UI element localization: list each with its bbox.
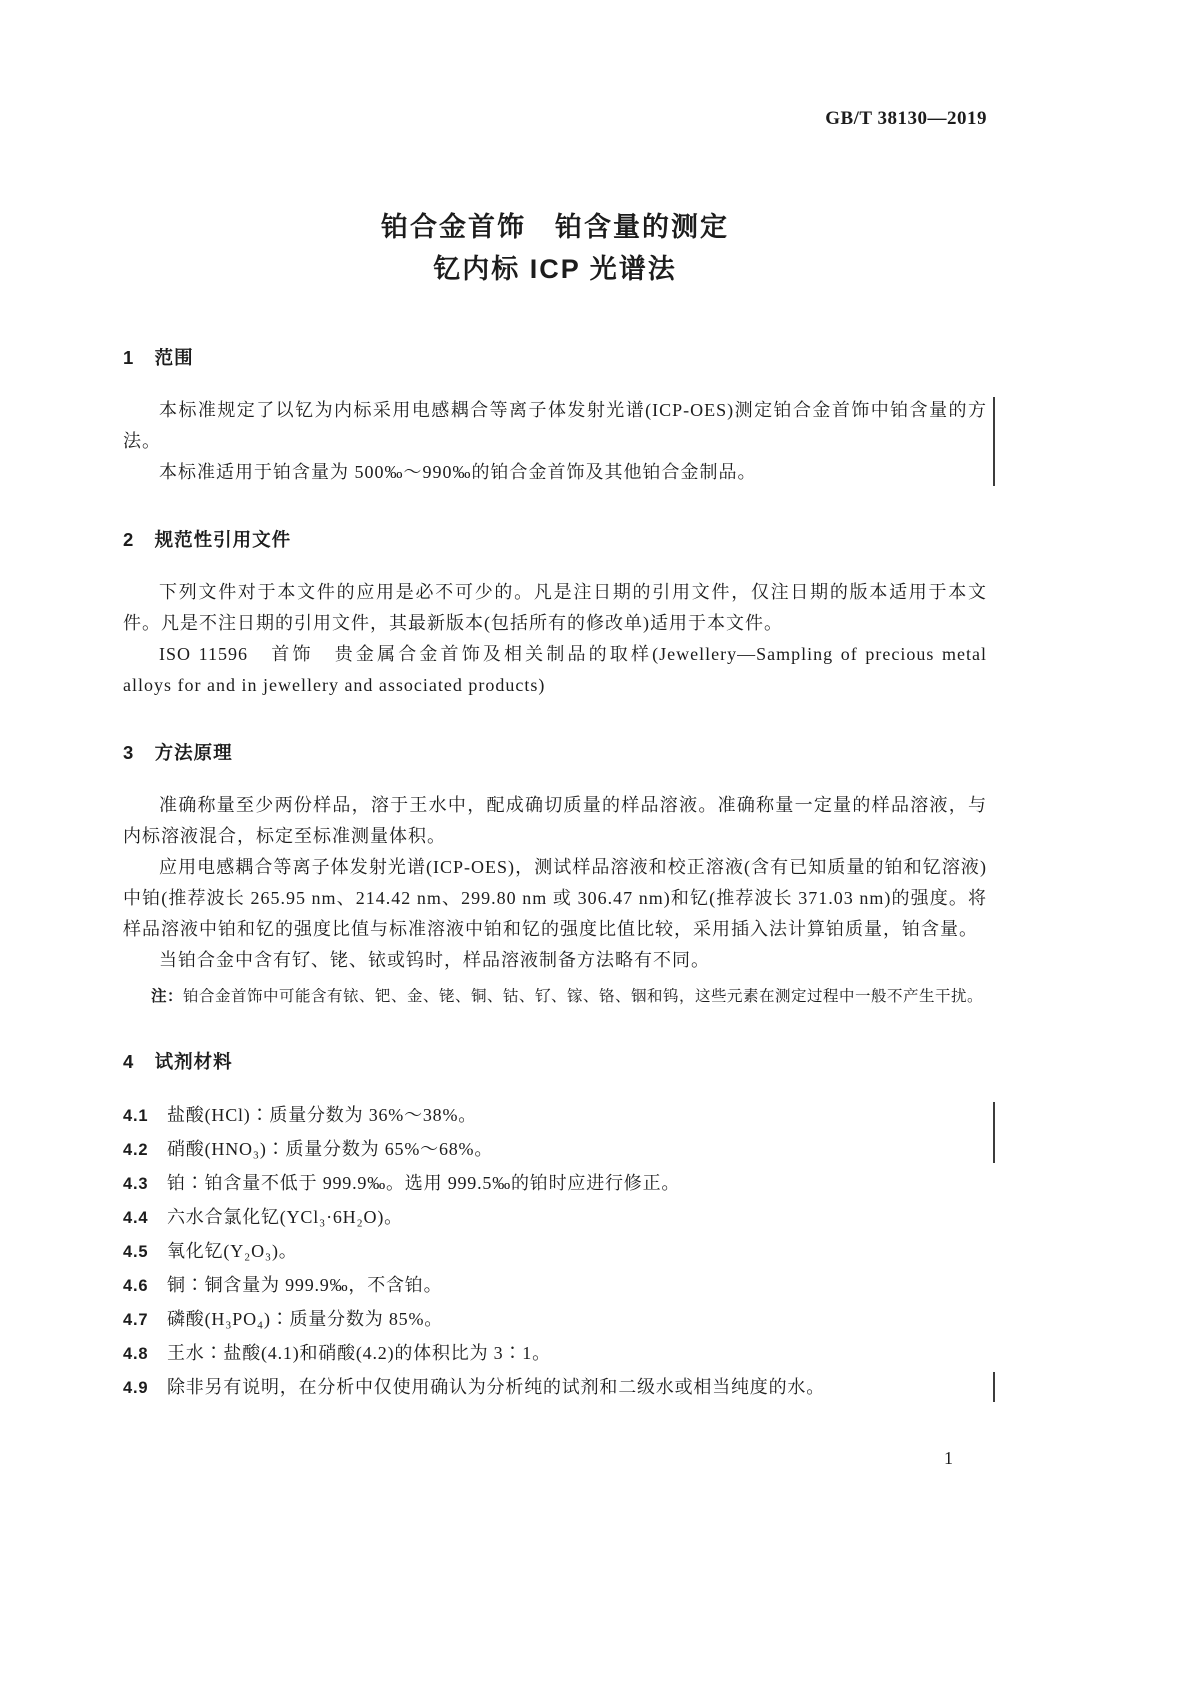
section-title: 范围	[154, 347, 194, 368]
clause-number: 4.7	[123, 1311, 149, 1329]
section-heading	[123, 528, 987, 552]
clause-item	[123, 1337, 987, 1371]
clause-text: 盐酸(HCl)∶质量分数为 36%～38%。	[167, 1105, 478, 1125]
paragraph: 准确称量至少两份样品，溶于王水中，配成确切质量的样品溶液。准确称量一定量的样品溶液，与内标溶液混合，标定至标准测量体积。	[123, 795, 987, 846]
clause-item	[123, 1167, 987, 1201]
paragraph: ISO 11596 首饰 贵金属合金首饰及相关制品的取样(Jewellery—Sampling of precious metal alloys for and in jewellery and associated products)	[123, 644, 987, 695]
clause-text: 除非另有说明，在分析中仅使用确认为分析纯的试剂和二级水或相当纯度的水。	[167, 1377, 825, 1397]
section-heading	[123, 741, 987, 765]
clause-text: 六水合氯化钇(YCl₃·6H₂O)。	[167, 1207, 403, 1227]
paragraph: 本标准适用于铂含量为 500‰～990‰的铂合金首饰及其他铂合金制品。	[159, 462, 757, 482]
clause-item	[123, 1099, 987, 1133]
clause-number: 4.8	[123, 1345, 149, 1363]
clause-item	[123, 1201, 987, 1235]
clause-text: 铂∶铂含量不低于 999.9‰。选用 999.5‰的铂时应进行修正。	[167, 1173, 681, 1193]
section-scope	[123, 346, 987, 488]
section-normative-references	[123, 528, 987, 701]
section-method-principle	[123, 741, 987, 1010]
section-heading	[123, 346, 987, 370]
paragraph: 当铂合金中含有钌、铑、铱或钨时，样品溶液制备方法略有不同。	[159, 950, 710, 970]
clause-item	[123, 1133, 987, 1167]
change-bar	[993, 397, 995, 486]
document-title-line1: 铂合金首饰 铂含量的测定	[381, 212, 729, 242]
section-number: 2	[123, 529, 135, 550]
change-bar	[993, 1372, 995, 1402]
standard-number: GB/T 38130—2019	[825, 108, 987, 129]
clause-text: 王水∶盐酸(4.1)和硝酸(4.2)的体积比为 3∶1。	[167, 1343, 551, 1363]
clause-number: 4.6	[123, 1277, 149, 1295]
clause-text: 硝酸(HNO₃)∶质量分数为 65%～68%。	[167, 1139, 494, 1159]
section-body	[123, 1099, 987, 1405]
section-title: 试剂材料	[154, 1051, 233, 1072]
clause-item	[123, 1303, 987, 1337]
document-title-line2: 钇内标 ICP 光谱法	[433, 254, 677, 284]
section-reagents	[123, 1050, 987, 1405]
page-content	[123, 0, 987, 1405]
clause-item	[123, 1371, 987, 1405]
clause-item	[123, 1269, 987, 1303]
paragraph: 下列文件对于本文件的应用是必不可少的。凡是注日期的引用文件，仅注日期的版本适用于本文件。凡是不注日期的引用文件，其最新版本(包括所有的修改单)适用于本文件。	[123, 582, 987, 633]
clause-text: 氧化钇(Y₂O₃)。	[167, 1241, 298, 1261]
change-bar	[993, 1102, 995, 1163]
note	[123, 983, 987, 1010]
clause-item	[123, 1235, 987, 1269]
clause-number: 4.3	[123, 1175, 149, 1193]
section-body	[123, 577, 987, 701]
clause-text: 磷酸(H₃PO₄)∶质量分数为 85%。	[167, 1309, 444, 1329]
page-number: 1	[944, 1448, 953, 1468]
clause-number: 4.9	[123, 1379, 149, 1397]
clause-number: 4.5	[123, 1243, 149, 1261]
clause-number: 4.2	[123, 1141, 149, 1159]
section-heading	[123, 1050, 987, 1074]
note-text: 铂合金首饰中可能含有铱、钯、金、铑、铜、钴、钌、镓、铬、铟和钨，这些元素在测定过程中一般不产生干扰。	[183, 988, 984, 1005]
section-number: 3	[123, 742, 135, 763]
clause-number: 4.4	[123, 1209, 149, 1227]
paragraph: 本标准规定了以钇为内标采用电感耦合等离子体发射光谱(ICP-OES)测定铂合金首饰中铂含量的方法。	[123, 400, 987, 451]
document-title	[123, 206, 987, 290]
clause-text: 铜∶铜含量为 999.9‰，不含铂。	[167, 1275, 443, 1295]
section-number: 4	[123, 1051, 135, 1072]
note-label: 注：	[151, 988, 184, 1005]
section-title: 规范性引用文件	[154, 529, 292, 550]
section-title: 方法原理	[154, 742, 233, 763]
section-body	[123, 790, 987, 1010]
section-number: 1	[123, 347, 135, 368]
clause-number: 4.1	[123, 1107, 149, 1125]
section-body	[123, 395, 987, 488]
paragraph: 应用电感耦合等离子体发射光谱(ICP-OES)，测试样品溶液和校正溶液(含有已知质量的铂和钇溶液)中铂(推荐波长 265.95 nm、214.42 nm、299.80 nm 或 306.47 nm)和钇(推荐波长 371.03 nm)的强度。将样品溶液中铂和钇的强度比值与标准溶液中铂和钇的强度比值比较，采用插入法计算铂质量，铂含量。	[123, 857, 987, 939]
